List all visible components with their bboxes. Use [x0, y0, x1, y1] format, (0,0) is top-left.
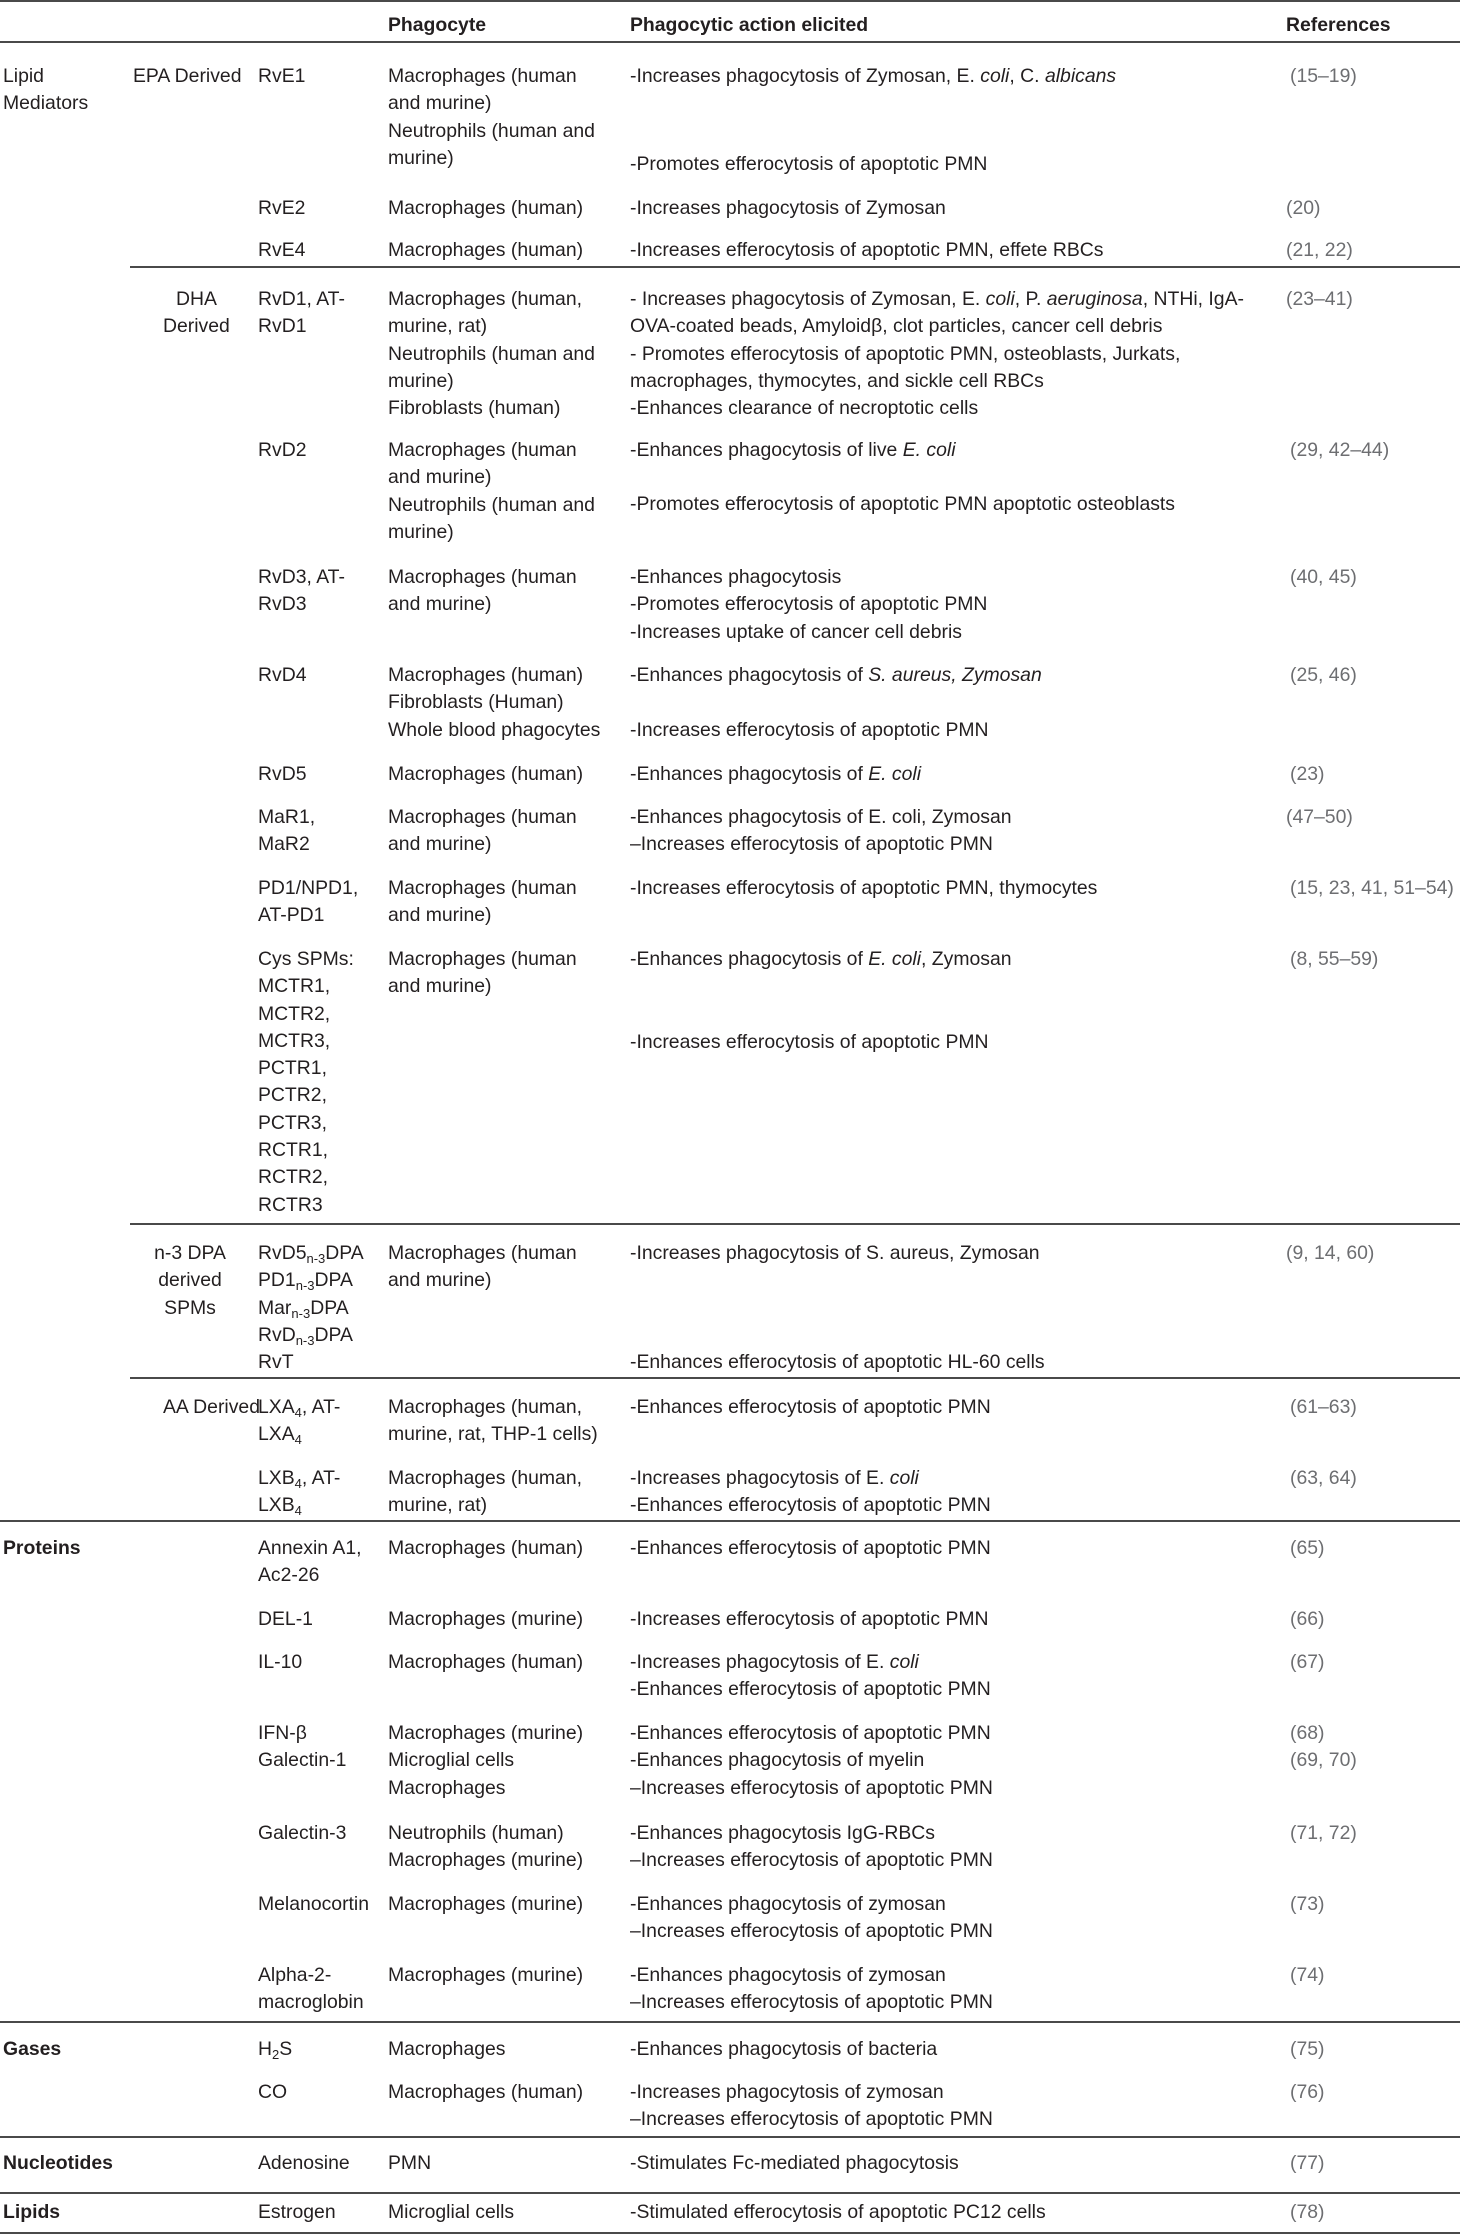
- phagocyte-cell: Macrophages (human and murine): [388, 948, 577, 998]
- action-cell: -Stimulated efferocytosis of apoptotic PC12 cells: [630, 2201, 1046, 2223]
- mediator-cell: RvE1: [258, 65, 306, 87]
- mediator-cell: $H_2S$: [258, 2038, 293, 2062]
- phagocyte-cell: PMN: [388, 2152, 432, 2174]
- phagocyte-cell: Macrophages (human and murine): [388, 566, 577, 616]
- mediator-cell: PD1/NPD1, AT-PD1: [258, 877, 359, 927]
- rule-header: [0, 41, 1460, 43]
- rule-dha-n3dpa: [130, 1223, 1460, 1225]
- category-lipids: Lipids: [3, 2201, 61, 2223]
- phagocyte-cell: Macrophages (human and murine): [388, 877, 577, 927]
- references-cell: (66): [1290, 1608, 1325, 1630]
- action-cell: -Enhances phagocytosis of E. coli, Zymosan –Increases efferocytosis of apoptotic PMN: [630, 806, 1012, 856]
- phagocyte-cell: Macrophages (human): [388, 1537, 584, 1559]
- phagocyte-cell: Macrophages (murine): [388, 1608, 584, 1630]
- references-cell: (15, 23, 41, 51–54): [1290, 877, 1454, 899]
- phagocyte-cell: Macrophages (murine): [388, 1964, 584, 1986]
- references-cell: (65): [1290, 1537, 1325, 1559]
- mediator-cell: Galectin-3: [258, 1822, 347, 1844]
- references-cell: (9, 14, 60): [1286, 1242, 1375, 1264]
- action-cell: -Enhances phagocytosis of zymosan –Increases efferocytosis of apoptotic PMN: [630, 1964, 993, 2014]
- mediator-cell: IFN-β Galectin-1: [258, 1722, 347, 1772]
- mediator-cell: Cys SPMs: MCTR1, MCTR2, MCTR3, PCTR1, PCTR2, PCTR3, RCTR1, RCTR2, RCTR3: [258, 948, 354, 1216]
- references-cell: (15–19): [1290, 65, 1357, 87]
- phagocyte-cell: Macrophages (human and murine) Neutrophils (human and murine): [388, 65, 595, 169]
- phagocyte-cell: Macrophages (murine) Microglial cells Macrophages: [388, 1722, 584, 1799]
- phagocyte-cell: Macrophages: [388, 2038, 506, 2060]
- action-cell: -Increases efferocytosis of apoptotic PMN: [630, 719, 989, 741]
- mediator-cell: RvD4: [258, 664, 307, 686]
- header-phagocyte: Phagocyte: [388, 14, 487, 36]
- rule-lipid-proteins: [0, 1520, 1460, 1522]
- mediator-cell: $LXB_4$, AT- $LXB_4$: [258, 1467, 341, 1519]
- phagocyte-cell: Macrophages (human and murine) Neutrophils (human and murine): [388, 439, 595, 543]
- category-proteins: Proteins: [3, 1537, 81, 1559]
- phagocyte-cell: Macrophages (human) Fibroblasts (Human) Whole blood phagocytes: [388, 664, 601, 741]
- action-cell: -Enhances phagocytosis of zymosan –Increases efferocytosis of apoptotic PMN: [630, 1893, 993, 1943]
- references-cell: (78): [1290, 2201, 1325, 2223]
- action-cell: -Increases efferocytosis of apoptotic PMN: [630, 1031, 989, 1053]
- references-cell: (75): [1290, 2038, 1325, 2060]
- header-action: Phagocytic action elicited: [630, 14, 869, 36]
- mediator-cell: CO: [258, 2081, 288, 2103]
- category-lipid-mediators: Lipid Mediators: [3, 65, 89, 115]
- phagocyte-cell: Macrophages (human, murine, rat, THP-1 cells): [388, 1396, 598, 1446]
- references-cell: (71, 72): [1290, 1822, 1357, 1844]
- phagocyte-cell: Macrophages (human): [388, 763, 584, 785]
- phagocyte-cell: Macrophages (human, murine, rat) Neutrophils (human and murine) Fibroblasts (human): [388, 288, 595, 420]
- phagocyte-cell: Macrophages (human and murine): [388, 1242, 577, 1292]
- references-cell: (67): [1290, 1651, 1325, 1673]
- action-cell: -Increases efferocytosis of apoptotic PMN, effete RBCs: [630, 239, 1104, 261]
- action-cell: -Enhances efferocytosis of apoptotic PMN: [630, 1537, 991, 1559]
- category-nucleotides: Nucleotides: [3, 2152, 113, 2174]
- mediator-cell: Estrogen: [258, 2201, 336, 2223]
- action-cell: -Increases efferocytosis of apoptotic PMN, thymocytes: [630, 877, 1098, 899]
- subgroup-epa: EPA Derived: [133, 65, 242, 87]
- header-references: References: [1286, 14, 1391, 36]
- mediator-cell: Melanocortin: [258, 1893, 370, 1915]
- phagocyte-cell: Macrophages (murine): [388, 1893, 584, 1915]
- mediator-cell: RvD1, AT- RvD1: [258, 288, 345, 338]
- action-cell: -Increases phagocytosis of Zymosan: [630, 197, 946, 219]
- rule-epa-dha: [130, 266, 1460, 268]
- rule-n3dpa-aa: [130, 1377, 1460, 1379]
- references-cell: (77): [1290, 2152, 1325, 2174]
- mediator-cell: Adenosine: [258, 2152, 350, 2174]
- phagocyte-cell: Macrophages (human): [388, 239, 584, 261]
- action-cell: -Enhances phagocytosis IgG-RBCs –Increases efferocytosis of apoptotic PMN: [630, 1822, 993, 1872]
- action-cell: -Enhances phagocytosis of E. coli: [630, 763, 922, 785]
- action-cell: - Increases phagocytosis of Zymosan, E. coli, P. aeruginosa, NTHi, IgA- OVA-coated beads, Amyloidβ, clot particles, cancer cell debris - Promotes efferocytosis of apoptotic PMN, osteoblasts, Jurkats, macrophages, thymocytes, and sickle cell RBCs -Enhances clearance of necroptotic cells: [630, 288, 1244, 420]
- mediator-cell: RvD5: [258, 763, 307, 785]
- references-cell: (61–63): [1290, 1396, 1357, 1418]
- action-cell: -Enhances efferocytosis of apoptotic HL-60 cells: [630, 1351, 1045, 1373]
- references-cell: (76): [1290, 2081, 1325, 2103]
- action-cell: -Enhances phagocytosis -Promotes efferocytosis of apoptotic PMN -Increases uptake of cancer cell debris: [630, 566, 988, 643]
- references-cell: (29, 42–44): [1290, 439, 1390, 461]
- action-cell: -Enhances phagocytosis of E. coli, Zymosan: [630, 948, 1012, 970]
- mediator-cell: RvE2: [258, 197, 306, 219]
- references-cell: (68) (69, 70): [1290, 1722, 1357, 1772]
- mediator-cell: RvD3, AT- RvD3: [258, 566, 345, 616]
- action-cell: -Enhances phagocytosis of S. aureus, Zymosan: [630, 664, 1042, 686]
- phagocyte-cell: Macrophages (human): [388, 197, 584, 219]
- action-cell: -Enhances efferocytosis of apoptotic PMN -Enhances phagocytosis of myelin –Increases efferocytosis of apoptotic PMN: [630, 1722, 993, 1799]
- references-cell: (23): [1290, 763, 1325, 785]
- action-cell: -Enhances efferocytosis of apoptotic PMN: [630, 1396, 991, 1418]
- subgroup-dha: DHA Derived: [163, 288, 230, 338]
- subgroup-n3dpa: n-3 DPA derived SPMs: [154, 1242, 226, 1319]
- mediator-cell: Alpha-2- macroglobin: [258, 1964, 364, 2014]
- action-cell: -Increases phagocytosis of zymosan –Increases efferocytosis of apoptotic PMN: [630, 2081, 993, 2131]
- subgroup-aa: AA Derived: [163, 1396, 260, 1418]
- references-cell: (8, 55–59): [1290, 948, 1379, 970]
- phagocyte-cell: Neutrophils (human) Macrophages (murine): [388, 1822, 584, 1872]
- action-cell: -Enhances phagocytosis of bacteria: [630, 2038, 938, 2060]
- action-cell: -Increases phagocytosis of E. coli -Enhances efferocytosis of apoptotic PMN: [630, 1467, 991, 1517]
- rule-proteins-gases: [0, 2021, 1460, 2023]
- phagocyte-cell: Macrophages (human and murine): [388, 806, 577, 856]
- mediator-cell: MaR1, MaR2: [258, 806, 316, 856]
- rule-nucleotides-lipids: [0, 2192, 1460, 2194]
- mediator-cell: $RvD5_{n-3}DPA$ $PD1_{n-3}DPA$ Mar$_{n-3}$DPA RvD$_{n-3}$DPA RvT: [258, 1242, 364, 1374]
- references-cell: (21, 22): [1286, 239, 1353, 261]
- references-cell: (23–41): [1286, 288, 1353, 310]
- references-cell: (40, 45): [1290, 566, 1357, 588]
- action-cell: -Increases efferocytosis of apoptotic PMN: [630, 1608, 989, 1630]
- references-cell: (73): [1290, 1893, 1325, 1915]
- phagocyte-cell: Macrophages (human): [388, 2081, 584, 2103]
- action-cell: -Increases phagocytosis of Zymosan, E. coli, C. albicans: [630, 65, 1117, 87]
- mediator-cell: DEL-1: [258, 1608, 313, 1630]
- phagocyte-cell: Macrophages (human, murine, rat): [388, 1467, 583, 1517]
- action-cell: -Increases phagocytosis of S. aureus, Zymosan: [630, 1242, 1040, 1264]
- references-cell: (47–50): [1286, 806, 1353, 828]
- action-cell: -Increases phagocytosis of E. coli -Enhances efferocytosis of apoptotic PMN: [630, 1651, 991, 1701]
- references-cell: (25, 46): [1290, 664, 1357, 686]
- action-cell: -Promotes efferocytosis of apoptotic PMN apoptotic osteoblasts: [630, 493, 1176, 515]
- mediator-cell: $LXA_4$, AT- $LXA_4$: [258, 1396, 341, 1448]
- phagocyte-cell: Macrophages (human): [388, 1651, 584, 1673]
- phagocyte-cell: Microglial cells: [388, 2201, 515, 2223]
- rule-top: [0, 0, 1460, 2]
- mediator-cell: RvE4: [258, 239, 306, 261]
- action-cell: -Enhances phagocytosis of live E. coli: [630, 439, 956, 461]
- rule-gases-nucleotides: [0, 2136, 1460, 2138]
- mediator-cell: RvD2: [258, 439, 307, 461]
- mediator-cell: Annexin A1, Ac2-26: [258, 1537, 362, 1587]
- references-cell: (20): [1286, 197, 1321, 219]
- mediator-cell: IL-10: [258, 1651, 303, 1673]
- action-cell: -Promotes efferocytosis of apoptotic PMN: [630, 153, 988, 175]
- references-cell: (63, 64): [1290, 1467, 1357, 1489]
- references-cell: (74): [1290, 1964, 1325, 1986]
- category-gases: Gases: [3, 2038, 62, 2060]
- action-cell: -Stimulates Fc-mediated phagocytosis: [630, 2152, 959, 2174]
